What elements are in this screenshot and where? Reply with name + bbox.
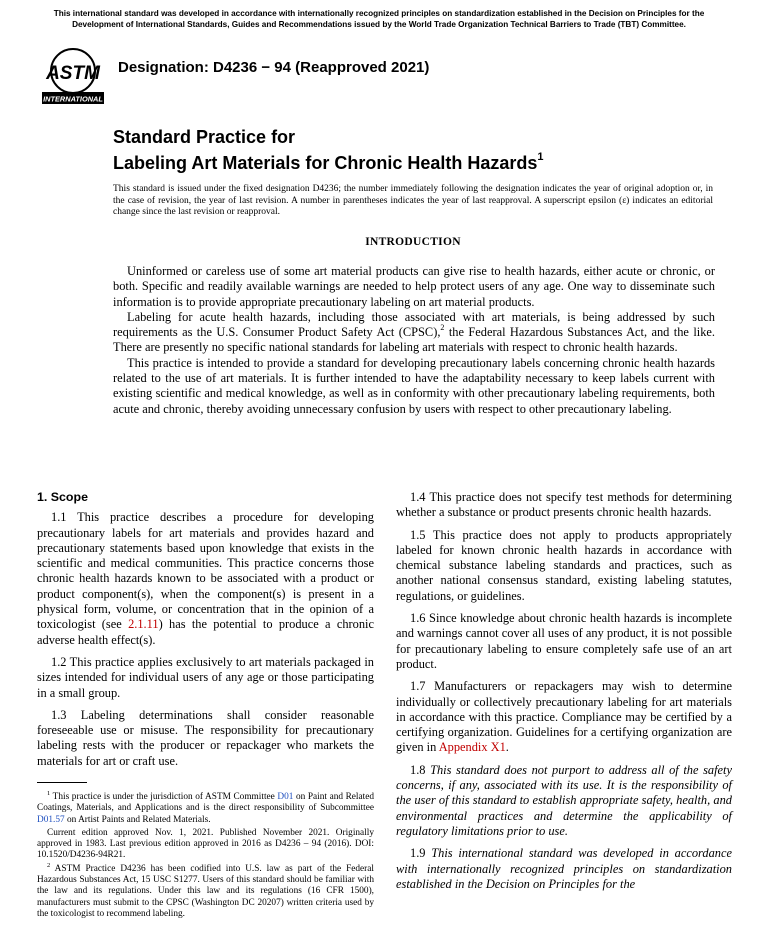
committee-d01-link[interactable]: D01 [277,792,294,802]
logo-subtext: INTERNATIONAL [43,94,103,104]
footnote-2-mark[interactable]: 2 [440,323,445,333]
s1-7-text-2: . [505,740,509,755]
intro-p2-text: Labeling for acute health hazards, including those associated with art materials, is being addressed by such requirements as the U.S. Consumer Product Safety Act (CPSC), [113,309,715,340]
title-line-2 [113,148,544,174]
footnotes [37,789,374,922]
footnote-1-mark: 1 [47,789,51,797]
footnote-2 [37,861,374,920]
f2-text: ASTM Practice D4236 has been codified into U.S. law as part of the Federal Hazardous Substances Act, 15 USC S1277. Users of this standard should be familiar with the law and its regulations. Under this law and its regulations (16 CFR 1500), manufacturers must submit to the CPSC (Washington DC 20207) written criteria used by the toxicologist to recommend labeling. [37,863,374,919]
right-column [396,490,732,899]
astm-international-logo [38,46,108,108]
designation: Designation: D4236 − 94 (Reapproved 2021) [118,59,430,76]
title-line-1: Standard Practice for [113,127,296,147]
issue-note: This standard is issued under the fixed designation D4236; the number immediately following the designation indicates the year of original adoption or, in the case of revision, the year of last revision. A number in parentheses indicates the year of last reapproval. A superscript epsilon (ε) indicates an editorial change since the last revision or reapproval. [113,184,713,217]
document-title [113,126,544,174]
subcommittee-d01-57-link[interactable]: D01.57 [37,814,65,825]
s1-9-text: This international standard was developed in accordance with internationally recognized principles on standardization established in the Decision on Principles for the [396,846,732,891]
title-footnote-mark[interactable]: 1 [537,151,544,163]
f1-text-3: on Artist Paints and Related Materials. [64,814,211,825]
intro-paragraph-3: This practice is intended to provide a standard for developing precautionary labels concerning chronic health hazards related to the use of art materials. It is further intended to have the adaptability necessary to keep labels current with existing scientific and medical knowledge, as well as in conformity with other precautionary labeling requirements, both acute and chronic, thereby avoiding unnecessary confusion by users with respect to other precautionary labeling. [113,355,715,416]
title-text: Labeling Art Materials for Chronic Health Hazards [113,153,538,173]
left-column [37,490,374,776]
f1-text-2: on Paint and Related Coatings, Materials, and Applications and is the direct responsibility of Subcommittee [37,792,374,814]
section-1-8 [396,763,732,839]
section-1-5: 1.5 This practice does not apply to products appropriately labeled for known chronic health hazards in accordance with chemical substance labeling standards and practices, such as another national consensus standard, existing labeling statutes, regulations, or guidelines. [396,527,732,603]
s1-1-text: 1.1 This practice describes a procedure for developing precautionary labels for art materials and provides hazard and precautionary statements based upon knowledge that exists in the scientific and medical communities. This practice concerns those chronic health hazards known to be associated with a product or product component(s), when the component(s) is present in a physical form, volume, or concentration that in the opinion of a toxicologist (see [37,510,374,632]
footnote-2-label: 2 [47,861,51,869]
trade-notice: This international standard was developed in accordance with internationally recognized principles on standardization established in the Decision on Principles for the Development of International Standards, Guides and Recommendations issued by the World Trade Organization Technical Barriers to Trade (TBT) Committee. [53,9,705,29]
footnote-1 [37,789,374,826]
scope-heading: 1. Scope [37,490,88,504]
section-1-3: 1.3 Labeling determinations shall consider reasonable foreseeable use or misuse. The responsibility for precautionary labeling rests with the producer or repackager who markets the materials for art or craft use. [37,707,374,768]
s1-8-text: This standard does not purport to address all of the safety concerns, if any, associated with its use. It is the responsibility of the user of this standard to establish appropriate safety, health, and environmental practices and determine the applicability of regulatory limitations prior to use. [396,762,732,838]
section-1-1 [37,510,374,648]
intro-paragraph-1: Uninformed or careless use of some art material products can give rise to health hazards, either acute or chronic, or both. Specific and readily available warnings are needed to help protect users of any age. One way to disseminate such information is to provide appropriate precautionary labeling on art material products. [113,264,715,309]
s1-7-text: 1.7 Manufacturers or repackagers may wish to determine individually or collectively precautionary labeling for art materials in accordance with this practice. Compliance may be certified by a certifying organization. Guidelines for a certifying organization are given in [396,679,732,755]
section-1-7 [396,679,732,755]
appendix-x1-link[interactable]: Appendix X1 [438,740,506,755]
section-1-4: 1.4 This practice does not specify test methods for determining whether a substance or product presents chronic health hazards. [396,490,732,520]
footnote-1-current-edition: Current edition approved Nov. 1, 2021. Published November 2021. Originally approved in 1983. Last previous edition approved in 2016 as D4236 – 94 (2016). DOI: 10.1520/D4236-94R21. [37,827,374,861]
introduction-heading: INTRODUCTION [365,236,461,248]
logo-text: ASTM [46,63,100,84]
section-1-6: 1.6 Since knowledge about chronic health hazards is incomplete and warnings cannot cover all uses of any product, it is not possible for precautionary labeling to ensure completely safe use of an art product. [396,611,732,671]
section-1-2: 1.2 This practice applies exclusively to art materials packaged in sizes intended for individual users of any age or those participating in a small group. [37,654,374,700]
intro-p2-text-2: the Federal Hazardous Substances Act, and the like. There are presently no specific national standards for labeling art materials with respect to chronic health hazards. [113,325,715,355]
section-1-9 [396,846,732,892]
ref-2-1-11-link[interactable]: 2.1.11 [128,617,159,632]
introduction-body [113,264,715,417]
intro-paragraph-2 [113,310,715,356]
footnote-divider [37,782,87,783]
s1-9-number: 1.9 [410,846,432,861]
s1-1-text-2: ) has the potential to produce a chronic adverse health effect(s). [37,617,374,647]
f1-text: This practice is under the jurisdiction of ASTM Committee [50,792,278,802]
s1-8-number: 1.8 [410,762,431,777]
